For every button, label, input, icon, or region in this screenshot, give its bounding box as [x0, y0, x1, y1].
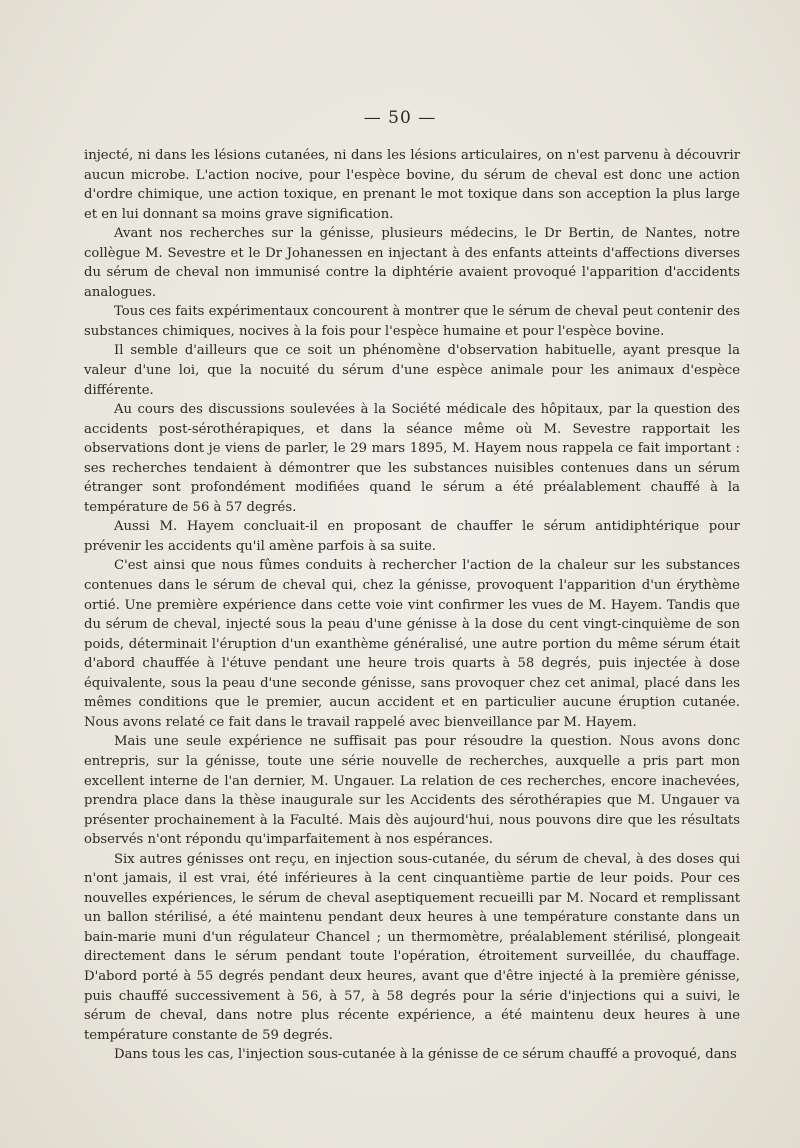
- paragraph: Aussi M. Hayem concluait-il en proposant de chauffer le sérum antidiphtérique pour prévenir les accidents qu'il amène parfois à sa suite.: [84, 519, 740, 554]
- paragraph: Dans tous les cas, l'injection sous-cutanée à la génisse de ce sérum chauffé a provoqué, dans: [114, 1047, 737, 1063]
- paragraph: Mais une seule expérience ne suffisait pas pour résoudre la question. Nous avons donc entrepris, sur la génisse, toute une série nouvelle de recherches, auxquelle a pris part mon excellent interne de l'an dernier, M. Ungauer. La relation de ces recherches, encore inachevées, prendra place dans la thèse inaugurale sur les Accidents des sérothérapies que M. Ungauer va présenter prochainement à la Faculté. Mais dès aujourd'hui, nous pouvons dire que les résultats observés n'ont répondu qu'imparfaitement à nos espérances.: [84, 734, 740, 848]
- paragraph: injecté, ni dans les lésions cutanées, ni dans les lésions articulaires, on n'est parvenu à découvrir aucun microbe. L'action nocive, pour l'espèce bovine, du sérum de cheval est donc une action d'ordre chimique, une action toxique, en prenant le mot toxique dans son acception la plus large et en lui donnant sa moins grave signification.: [84, 148, 740, 222]
- paragraph: Tous ces faits expérimentaux concourent à montrer que le sérum de cheval peut contenir des substances chimiques, nocives à la fois pour l'espèce humaine et pour l'espèce bovine.: [84, 304, 740, 339]
- body-text: [84, 146, 740, 1065]
- paragraph: Avant nos recherches sur la génisse, plusieurs médecins, le Dr Bertin, de Nantes, notre collègue M. Sevestre et le Dr Johanessen en injectant à des enfants atteints d'affections diverses du sérum de cheval non immunisé contre la diphtérie avaient provoqué l'apparition d'accidents analogues.: [84, 226, 740, 300]
- paragraph: C'est ainsi que nous fûmes conduits à rechercher l'action de la chaleur sur les substances contenues dans le sérum de cheval qui, chez la génisse, provoquent l'apparition d'un érythème ortié. Une première expérience dans cette voie vint confirmer les vues de M. Hayem. Tandis que du sérum de cheval, injecté sous la peau d'une génisse à la dose du cent vingt-cinquième de son poids, déterminait l'éruption d'un exanthème généralisé, une autre portion du même sérum était d'abord chauffée à l'étuve pendant une heure trois quarts à 58 degrés, puis injectée à dose équivalente, sous la peau d'une seconde génisse, sans provoquer chez cet animal, placé dans les mêmes conditions que le premier, aucun accident et en particulier aucune éruption cutanée. Nous avons relaté ce fait dans le travail rappelé avec bienveillance par M. Hayem.: [84, 558, 740, 730]
- paragraph: Six autres génisses ont reçu, en injection sous-cutanée, du sérum de cheval, à des doses qui n'ont jamais, il est vrai, été inférieures à la cent cinquantième partie de leur poids. Pour ces nouvelles expériences, le sérum de cheval aseptiquement recueilli par M. Nocard et remplissant un ballon stérilisé, a été maintenu pendant deux heures à une température constante dans un bain-marie muni d'un régulateur Chancel ; un thermomètre, préalablement stérilisé, plongeait directement dans le sérum pendant toute l'opération, étroitement surveillée, du chauffage. D'abord porté à 55 degrés pendant deux heures, avant que d'être injecté à la première génisse, puis chauffé successivement à 56, à 57, à 58 degrés pour la série d'injections qui a suivi, le sérum de cheval, dans notre plus récente expérience, a été maintenu deux heures à une température constante de 59 degrés.: [84, 851, 740, 1043]
- paragraph: Il semble d'ailleurs que ce soit un phénomène d'observation habituelle, ayant presque la valeur d'une loi, que la nocuité du sérum d'une espèce animale pour les animaux d'espèce différente.: [84, 343, 740, 398]
- page-number: — 50 —: [363, 108, 437, 128]
- paragraph: Au cours des discussions soulevées à la Société médicale des hôpitaux, par la question des accidents post-sérothérapiques, et dans la séance même où M. Sevestre rapportait les observations dont je viens de parler, le 29 mars 1895, M. Hayem nous rappela ce fait important : ses recherches tendaient à démontrer que les substances nuisibles contenues dans un sérum étranger sont profondément modifiées quand le sérum a été préalablement chauffé à la température de 56 à 57 degrés.: [84, 402, 740, 515]
